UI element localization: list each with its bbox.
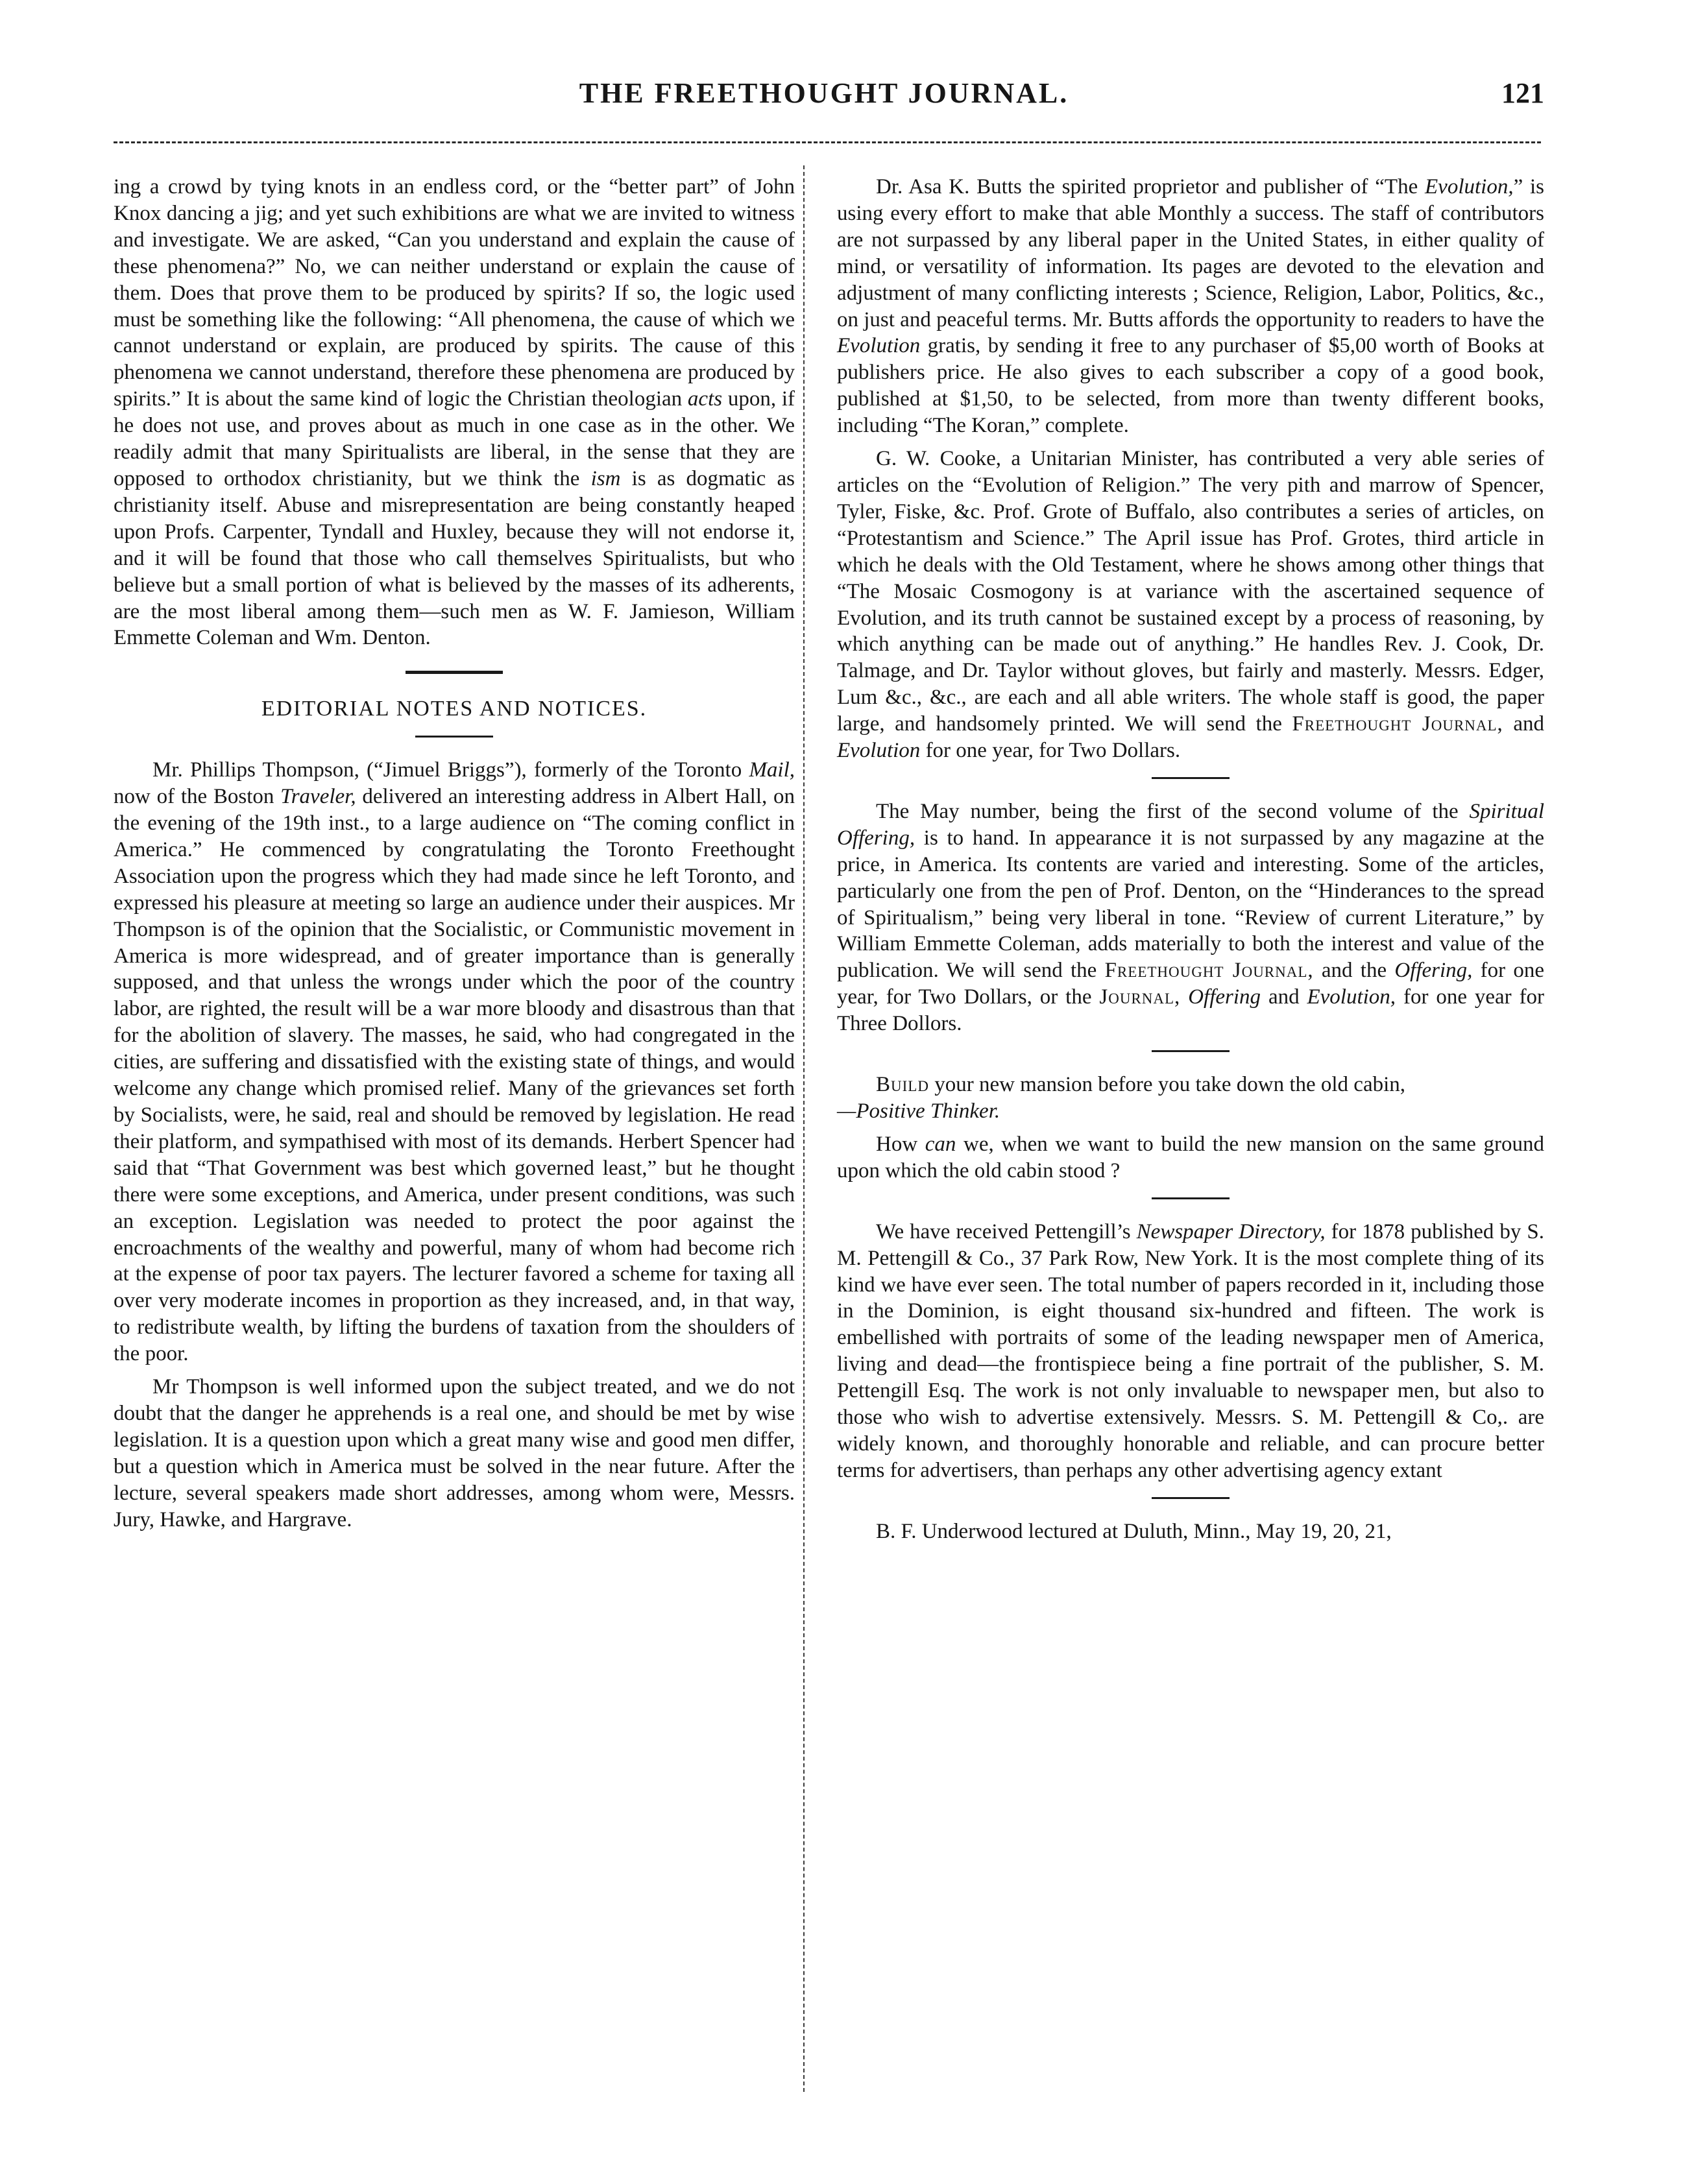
notice-rule <box>1152 1197 1230 1199</box>
section-rule <box>415 736 493 738</box>
column-divider <box>803 165 805 2092</box>
journal-title: THE FREETHOUGHT JOURNAL. <box>579 77 1069 109</box>
page-header <box>104 77 1544 128</box>
pettengill-notice: We have received Pettengill’s Newspaper Directory, for 1878 published by S. M. Pettengill & Co., 37 Park Row, New York. It is the most complete thing of its kind we have ever seen. The total number of papers recorded in it, including those in the Dominion, is eight thousand six-hundred and fifteen. The work is embellished with portraits of some of the leading newspaper men of America, living and dead—the frontispiece being a fine portrait of the publisher, S. M. Pettengill Esq. The work is not only invaluable to newspaper men, but also to those who wish to advertise extensively. Messrs. S. M. Pettengill & Co,. are widely known, and thoroughly honorable and reliable, and can procure better terms for advertisers, than perhaps any other advertising agency extant <box>837 1219 1545 1482</box>
notice-rule <box>1152 1050 1230 1052</box>
page-number: 121 <box>1501 77 1544 109</box>
header-rule <box>114 141 1541 143</box>
build-reply: How can we, when we want to build the new mansion on the same ground upon which the old cabin stood ? <box>837 1132 1544 1182</box>
spiritualism-continuation: ing a crowd by tying knots in an endless cord, or the “better part” of John Knox dancing a jig; and yet such exhibitions are what we are invited to witness and investigate. We are asked, “Can you understand and explain the cause of these phenomena?” No, we can neither understand or explain the cause of them. Does that prove them to be produced by spirits? If so, the logic used must be something like the following: “All phenomena, the cause of which we cannot understand or explain, are produced by spirits. The cause of this phenomena we cannot understand, therefore these phenomena are produced by spirits.” It is about the same kind of logic the Christian theologian acts upon, if he does not use, and proves about as much in one case as in the other. We readily admit that many Spiritualists are liberal, in the sense that they are opposed to orthodox christianity, but we think the ism is as dogmatic as christianity itself. Abuse and misrepresentation are being constantly heaped upon Profs. Carpenter, Tyndall and Huxley, because they will not endorse it, and it will be found that those who call themselves Spiritualists, but who believe but a small portion of what is believed by the masses of its adherents, are the most liberal among them—such men as W. F. Jamieson, William Emmette Coleman and Wm. Denton. <box>114 175 795 650</box>
thompson-article: Mr. Phillips Thompson, (“Jimuel Briggs”), formerly of the Toronto Mail, now of the Boston Traveler, delivered an interesting address in Albert Hall, on the evening of the 19th inst., to a large audience on “The coming conflict in America.” He commenced by congratulating the Toronto Freethought Association upon the progress which they had made since he left Toronto, and expressed his pleasure at meeting so large an audience under their auspices. Mr Thompson is of the opinion that the Socialistic, or Communistic movement in America is more widespread, and of greater importance than is generally supposed, and that unless the wrongs under which the poor of the country labor, are righted, the result will be a war more bloody and disastrous than that for the abolition of slavery. The masses, he said, who had congregated in the cities, are suffering and dissatisfied with the existing state of things, and would welcome any change which promised relief. Many of the grievances set forth by Socialists, were, he said, real and should be removed by legislation. He read their platform, and sympathised with most of its demands. Herbert Spencer had said that “That Government was best which governed least,” but he thought there were some exceptions, and America, under present conditions, was such an exception. Legislation was needed to protect the poor against the encroachments of the wealthy and powerful, many of whom had become rich at the expense of poor tax payers. The lecturer favored a scheme for taxing all over very moderate incomes in proportion as they increased, and, in that way, to redistribute wealth, by lifting the burdens of taxation from the shoulders of the poor. <box>114 758 795 1366</box>
underwood-notice: B. F. Underwood lectured at Duluth, Minn., May 19, 20, 21, <box>876 1519 1392 1543</box>
cooke-notice: G. W. Cooke, a Unitarian Minister, has contributed a very able series of articles on the “Evolution of Religion.” The very pith and marrow of Spencer, Tyler, Fiske, &c. Prof. Grote of Buffalo, also contributes a series of articles, on “Protestantism and Science.” The April issue has Prof. Grotes, third article in which he deals with the Old Testament, where he shows among other things that “The Mosaic Cosmogony is at variance with the ascertained sequence of Evolution, and its truth cannot be sustained except by a process of reasoning, by which anything can be made out of anything.” He handles Rev. J. Cook, Dr. Talmage, and Dr. Taylor without gloves, but fairly and masterly. Messrs. Edger, Lum &c., &c., are each and all able writers. The whole staff is good, the paper large, and handsomely printed. We will send the Freethought Journal, and Evolution for one year, for Two Dollars. <box>837 447 1544 763</box>
offering-notice: The May number, being the first of the second volume of the Spiritual Offering, is to hand. In appearance it is not surpassed by any magazine at the price, in America. Its contents are varied and interesting. Some of the articles, particularly one from the pen of Prof. Denton, on the “Hinderances to the spread of Spiritualism,” being very liberal in tone. “Review of current Literature,” by William Emmette Coleman, adds materially to both the interest and value of the publication. We will send the Freethought Journal, and the Offering, for one year, for Two Dollars, or the Journal, Offering and Evolution, for one year for Three Dollors. <box>837 799 1545 1036</box>
build-quote: Build your new mansion before you take down the old cabin, —Positive Thinker. <box>837 1073 1406 1123</box>
section-title: EDITORIAL NOTES AND NOTICES. <box>261 697 648 721</box>
butts-notice: Dr. Asa K. Butts the spirited proprietor and publisher of “The Evolution,” is using every effort to make that able Monthly a success. The staff of contributors are not surpassed by any liberal paper in the United States, in either quality of mind, or versatility of information. Its pages are devoted to the elevation and adjustment of many conflicting interests ; Science, Religion, Labor, Politics, &c., on just and peaceful terms. Mr. Butts affords the opportunity to readers to have the Evolution gratis, by sending it free to any purchaser of $5,00 worth of Books at publishers price. He also gives to each subscriber a copy of a good book, published at $1,50, to be selected, from more than twenty different books, including “The Koran,” complete. <box>837 175 1545 438</box>
section-rule <box>406 671 503 674</box>
thompson-commentary: Mr Thompson is well informed upon the subject treated, and we do not doubt that the danger he apprehends is a real one, and should be met by wise legislation. It is a question upon which a great many wise and good men differ, but a question which in America must be solved in the near future. After the lecture, several speakers made short addresses, among whom were, Messrs. Jury, Hawke, and Hargrave. <box>114 1375 795 1531</box>
right-column <box>837 174 1544 1552</box>
notice-rule <box>1152 777 1230 779</box>
left-column <box>114 174 795 1540</box>
notice-rule <box>1152 1497 1230 1499</box>
